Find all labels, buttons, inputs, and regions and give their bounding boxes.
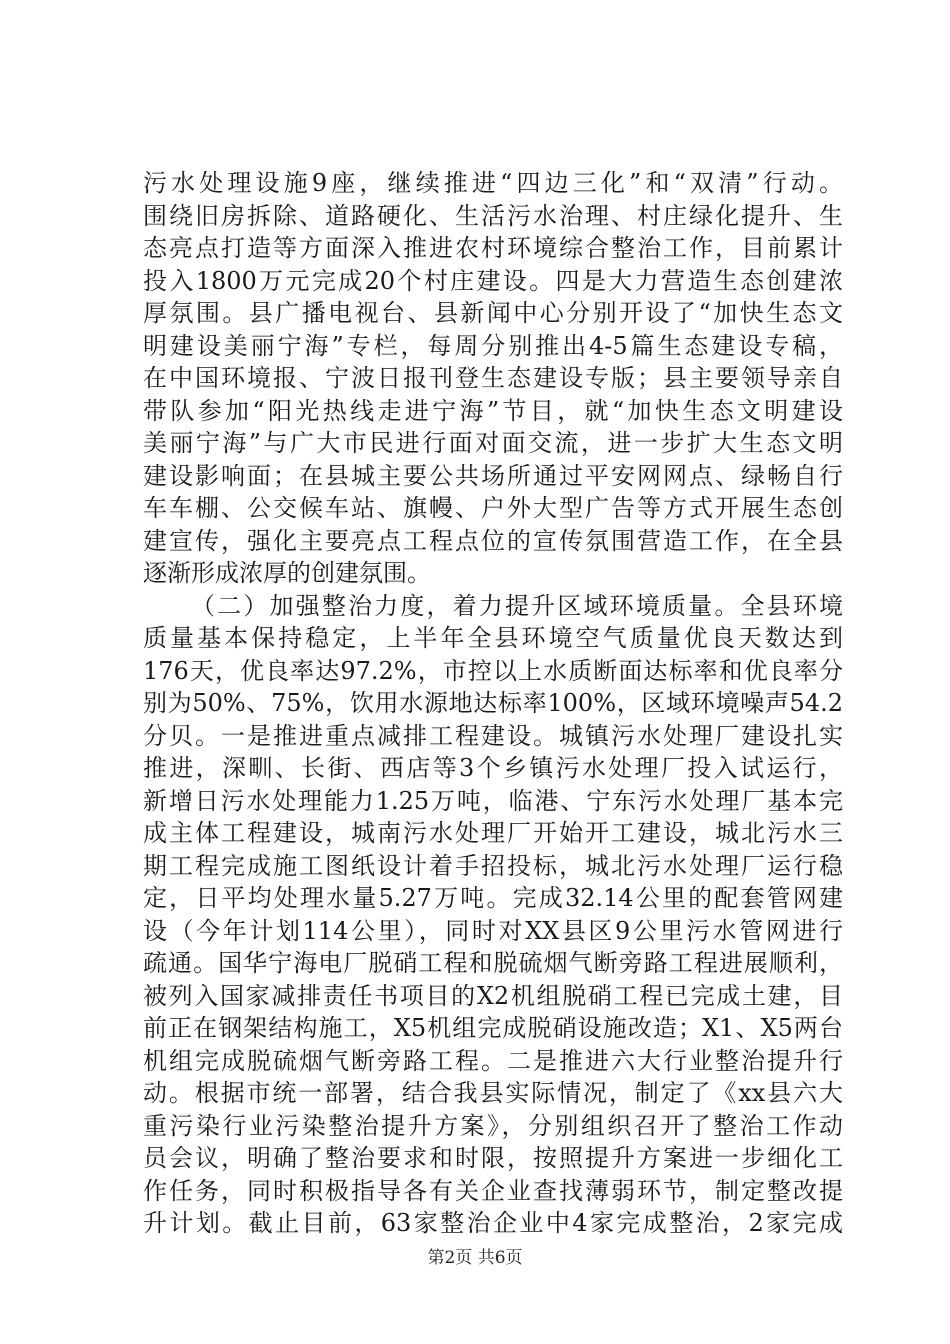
text-line: 期工程完成施工图纸设计着手招投标，城北污水处理厂运行稳 bbox=[143, 851, 843, 880]
text-line: 升计划。截止目前，63家整治企业中4家完成整治，2家完成 bbox=[143, 1209, 843, 1237]
text-line: 疏通。国华宁海电厂脱硝工程和脱硫烟气断旁路工程进展顺利， bbox=[143, 949, 843, 977]
text-line: 动。根据市统一部署，结合我县实际情况，制定了《xx县六大 bbox=[143, 1079, 843, 1107]
text-line: 员会议，明确了整治要求和时限，按照提升方案进一步细化工 bbox=[143, 1144, 843, 1172]
text-line: 明建设美丽宁海”专栏，每周分别推出4-5篇生态建设专稿， bbox=[143, 331, 843, 360]
text-line: 机组完成脱硫烟气断旁路工程。二是推进六大行业整治提升行 bbox=[143, 1046, 843, 1075]
text-line: 新增日污水处理能力1.25万吨，临港、宁东污水处理厂基本完 bbox=[143, 786, 843, 815]
text-line: 作任务，同时积极指导各有关企业查找薄弱环节，制定整改提 bbox=[143, 1176, 843, 1205]
text-line: 重污染行业污染整治提升方案》，分别组织召开了整治工作动 bbox=[143, 1111, 843, 1140]
text-line: 被列入国家减排责任书项目的X2机组脱硝工程已完成土建，目 bbox=[143, 981, 843, 1010]
text-line: 带队参加“阳光热线走进宁海”节目，就“加快生态文明建设 bbox=[143, 396, 843, 425]
text-line: 定，日平均处理水量5.27万吨。完成32.14公里的配套管网建 bbox=[143, 884, 843, 912]
text-line: 成主体工程建设，城南污水处理厂开始开工建设，城北污水三 bbox=[143, 819, 843, 847]
text-line: 推进，深甽、长街、西店等3个乡镇污水处理厂投入试运行， bbox=[143, 754, 843, 782]
text-line: 围绕旧房拆除、道路硬化、生活污水治理、村庄绿化提升、生 bbox=[143, 201, 843, 230]
text-line: 污水处理设施9座，继续推进“四边三化”和“双清”行动。 bbox=[143, 169, 843, 197]
page-number-footer: 第2页 共6页 bbox=[427, 1248, 523, 1268]
text-line: 176天，优良率达97.2%，市控以上水质断面达标率和优良率分 bbox=[143, 656, 843, 685]
text-line: 前正在钢架结构施工，X5机组完成脱硝设施改造；X1、X5两台 bbox=[143, 1014, 843, 1042]
text-line: 建设影响面；在县城主要公共场所通过平安网网点、绿畅自行 bbox=[143, 461, 843, 490]
text-line: 态亮点打造等方面深入推进农村环境综合整治工作，目前累计 bbox=[143, 234, 843, 262]
text-line: 厚氛围。县广播电视台、县新闻中心分别开设了“加快生态文 bbox=[143, 299, 843, 327]
text-line: 投入1800万元完成20个村庄建设。四是大力营造生态创建浓 bbox=[143, 266, 843, 295]
text-line: 在中国环境报、宁波日报刊登生态建设专版；县主要领导亲自 bbox=[143, 364, 843, 392]
document-body bbox=[143, 167, 843, 1240]
text-line: 质量基本保持稳定，上半年全县环境空气质量优良天数达到 bbox=[143, 624, 843, 652]
text-line: 车车棚、公交候车站、旗幔、户外大型广告等方式开展生态创 bbox=[143, 494, 843, 522]
text-line: 分贝。一是推进重点减排工程建设。城镇污水处理厂建设扎实 bbox=[143, 721, 843, 750]
text-line: 逐渐形成浓厚的创建氛围。 bbox=[143, 559, 431, 587]
text-line: 美丽宁海”与广大市民进行面对面交流，进一步扩大生态文明 bbox=[143, 429, 843, 457]
section-heading-line: （二）加强整治力度，着力提升区域环境质量。全县环境 bbox=[191, 591, 843, 620]
text-line: 设（今年计划114公里），同时对XX县区9公里污水管网进行 bbox=[143, 916, 843, 945]
text-line: 别为50%、75%，饮用水源地达标率100%，区域环境噪声54.2 bbox=[143, 689, 843, 717]
text-line: 建宣传，强化主要亮点工程点位的宣传氛围营造工作，在全县 bbox=[143, 526, 843, 555]
